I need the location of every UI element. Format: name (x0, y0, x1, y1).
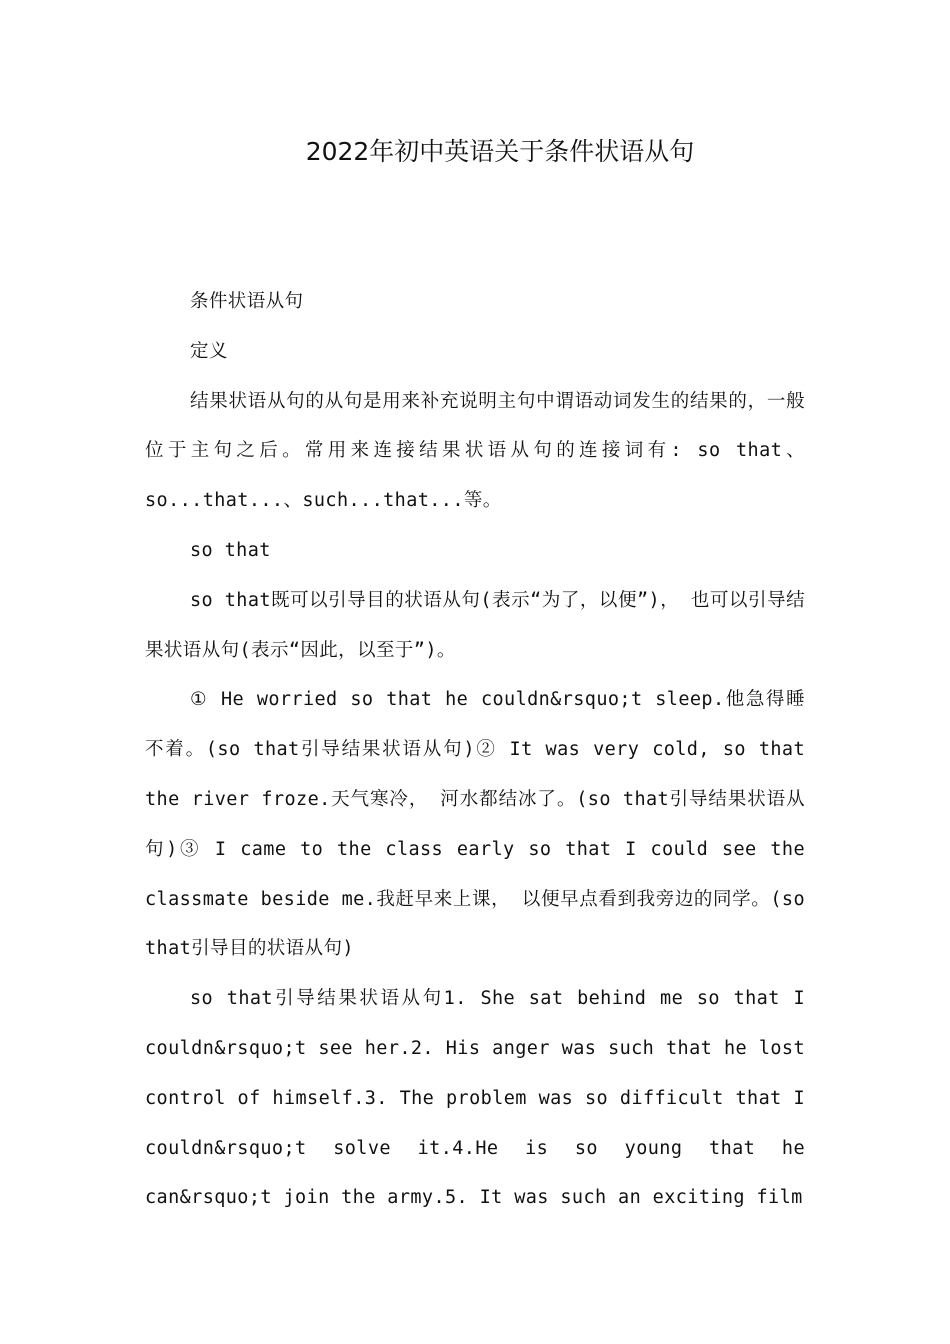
paragraph-so-that-usage: so that既可以引导目的状语从句(表示“为了，以便”)， 也可以引导结果状语从句(表示“因此，以至于”)。 (145, 589, 805, 661)
page-title: 2022年初中英语关于条件状语从句 (305, 137, 695, 166)
paragraph-definition-label: 定义 (190, 340, 228, 362)
paragraph-result-examples: so that引导结果状语从句1. She sat behind me so that I couldn&rsquo;t see her.2. His anger was such that he lost control of himself.3. The problem was so difficult that I couldn&rsquo;t solve it.4.He is so young that he can&rsquo;t join the army.5. It was such an exciting film (145, 988, 805, 1209)
paragraph-examples: ① He worried so that he couldn&rsquo;t sleep.他急得睡不着。(so that引导结果状语从句)② It was very cold, so that the river froze.天气寒冷， 河水都结冰了。(so that引导结果状语从句)③ I came to the class early so that I could see the classmate beside me.我赶早来上课， 以便早点看到我旁边的同学。(so that引导目的状语从句) (145, 689, 805, 960)
document-body (145, 277, 805, 1223)
paragraph-definition: 结果状语从句的从句是用来补充说明主句中谓语动词发生的结果的，一般位于主句之后。常用来连接结果状语从句的连接词有: so that、so...that...、such...that...等。 (145, 390, 805, 512)
paragraph-heading: 条件状语从句 (190, 291, 304, 312)
paragraph-so-that-label: so that (190, 539, 271, 561)
